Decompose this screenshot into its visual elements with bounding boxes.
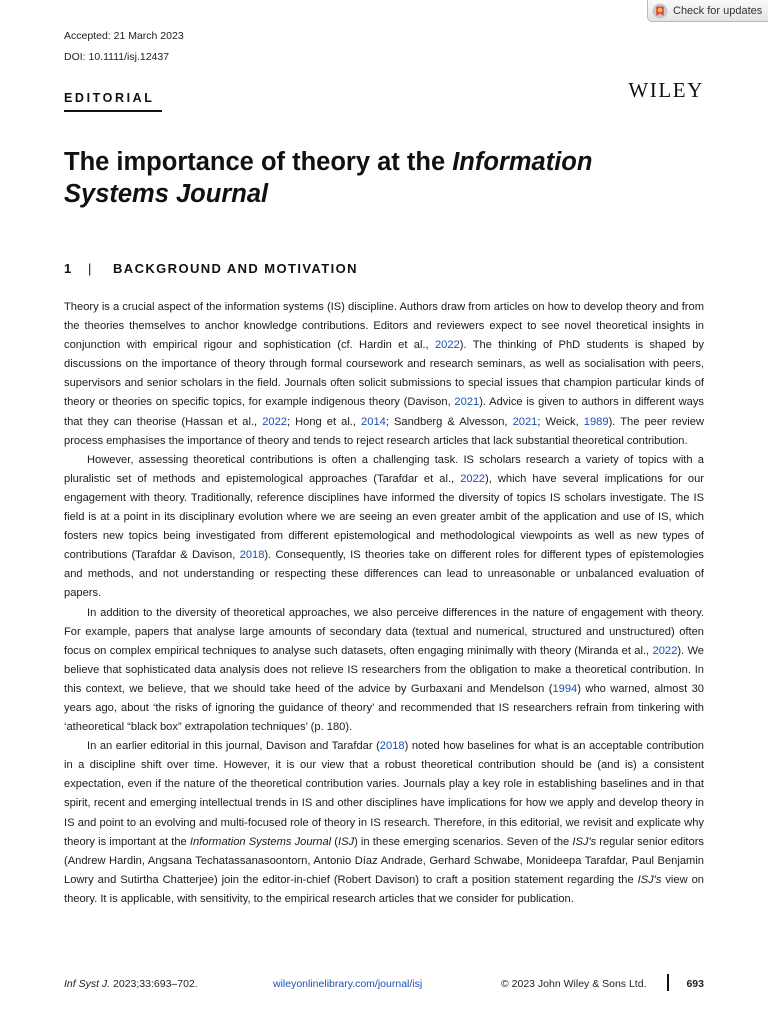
paragraph [64,298,704,451]
citation-link[interactable]: 2022 [652,644,678,657]
footer-journal-link[interactable]: wileyonlinelibrary.com/journal/isj [273,978,423,990]
paragraph-text: ). Advice is given to authors in different ways that they can theorise (Hassan et al., [64,396,705,428]
title-journal-name: Information Systems Journal [64,148,593,208]
italic-text: Information Systems Journal [189,835,332,848]
paragraph-text: ), which have several implications for our engagement with theory. Traditionally, reference disciplines have informed the diversity of topics IS scholars investigate. The IS field is at a point in its disciplinary evolution where we are seeing an even greater ambit of the application and use of IS, which fosters new topics being investigated from different epistemological and methodological viewpoints as well as new types of contributions (Tarafdar & Davison, [64,472,704,562]
paragraph [64,451,704,604]
paragraph-text: In an earlier editorial in this journal, Davison and Tarafdar ( [87,740,380,753]
title-part-1: The importance of theory at the [64,148,453,176]
citation-link[interactable]: 2014 [361,415,386,428]
paragraph-text: ; Sandberg & Alvesson, [385,415,513,428]
citation-link[interactable]: 2021 [454,396,480,409]
paragraph-text: ). The peer review process emphasises the importance of theory and tends to reject research articles that lack substantial theoretical contribution. [64,415,704,447]
check-for-updates-button[interactable] [647,0,768,22]
paragraph-text: ; Hong et al., [286,415,362,428]
article-body [64,298,704,909]
check-for-updates-label: Check for updates [673,4,763,17]
page-footer [64,978,704,994]
citation-link[interactable]: 2018 [239,549,265,562]
footer-citation [64,978,198,990]
crossmark-icon [652,3,668,19]
citation-link[interactable]: 2021 [512,415,538,428]
paragraph-text: However, assessing theoretical contributions is often a challenging task. IS scholars research a variety of topics with a pluralistic set of methods and epistemological approaches (Tarafdar et al., [64,453,704,485]
section-title: BACKGROUND AND MOTIVATION [113,261,358,276]
article-title [64,146,684,210]
paragraph-text: ( [331,835,338,848]
italic-text: ISJ's [637,873,662,886]
citation-link[interactable]: 2022 [262,415,287,428]
paragraph-text: view on theory. It is applicable, with sensitivity, to the empirical research articles that we consider for publication. [64,873,705,905]
paragraph-text: ) who warned, almost 30 years ago, about ‘the risks of ignoring the guidance of theory’ and recommended that IS researchers refrain from tinkering with ‘atheoretical “black box” extrapolation techniques’ (p. 180). [64,682,704,734]
paragraph-text: In addition to the diversity of theoretical approaches, we also perceive differences in the nature of engagement with theory. For example, papers that analyse large amounts of secondary data (textual and numerical, structured and unstructured) often focus on complex empirical techniques to analyse such datasets, often engaging minimally with theory (Miranda et al., [64,606,704,657]
footer-journal: Inf Syst J. [64,978,111,990]
page-number: 693 [686,978,704,990]
citation-link[interactable]: 1994 [552,682,578,695]
doi[interactable]: DOI: 10.1111/isj.12437 [64,51,170,63]
citation-link[interactable]: 2018 [379,740,405,753]
footer-volume-pages: 2023;33:693–702. [110,978,198,990]
article-type-label: EDITORIAL [64,91,155,105]
citation-link[interactable]: 1989 [583,415,609,428]
paragraph [64,604,704,738]
accepted-date: Accepted: 21 March 2023 [64,30,184,42]
paragraph-text: regular senior editors (Andrew Hardin, Angsana Techatassanasoontorn, Antonio Díaz Andrade, Gerhard Schwabe, Monideepa Tarafdar, Paul Benjamin Lowry and Sutirtha Chatterjee) join the editor-in-chief (Robert Davison) to craft a position statement regarding the [64,835,704,886]
section-number: 1 [64,261,73,276]
citation-link[interactable]: 2022 [434,339,460,352]
article-type-underline [64,110,162,112]
footer-copyright: © 2023 John Wiley & Sons Ltd. [501,978,647,990]
section-heading [64,261,358,276]
footer-divider [667,974,669,991]
citation-link[interactable]: 2022 [460,472,485,485]
paragraph-text: ) noted how baselines for what is an acceptable contribution in a discipline shift over time. However, it is our view that a robust theoretical contribution should be (and is) a consistent expectation, even if the nature of the theoretical contribution varies. Journals play a key role in establishing baselines and in that spirit, recent and emerging intellectual trends in IS and other disciplines have implications for how we apply and develop theory in IS and point to an evolving and multi-focused role of theory in IS research. Therefore, in this editorial, we revisit and explicate why theory is important at the [64,740,704,848]
paragraph-text: ; Weick, [537,415,584,428]
paragraph-text: ). Consequently, IS theories take on different roles for different types of epistemologies and methods, and not understanding or respecting these differences can lead to unreasonable or unbalanced evaluation of papers. [64,549,704,600]
italic-text: ISJ's [572,835,597,848]
paragraph-text: ). The thinking of PhD students is shaped by discussions on the importance of theory through formal coursework and research seminars, as well as socialisation with peers, supervisors and senior scholars in the field. Journals often solicit submissions to special issues that champion particular kinds of theory or theories on specific topics, for example indigenous theory (Davison, [64,339,704,409]
paragraph-text: ) in these emerging scenarios. Seven of the [354,835,573,848]
italic-text: ISJ [337,835,355,848]
paragraph-text: Theory is a crucial aspect of the information systems (IS) discipline. Authors draw from articles on how to develop theory and from the theories themselves to anchor knowledge contributions. Editors and reviewers expect to see novel theoretical insights in conjunction with empirical rigour and sophistication (cf. Hardin et al., [64,301,704,352]
section-separator: | [88,261,93,276]
publisher-logo[interactable]: WILEY [628,78,704,102]
paragraph-text: ). We believe that sophisticated data analysis does not relieve IS researchers from the obligation to make a theoretical contribution. In this context, we believe, that we should take heed of the advice by Gurbaxani and Mendelson ( [64,644,704,695]
paragraph [64,737,704,909]
